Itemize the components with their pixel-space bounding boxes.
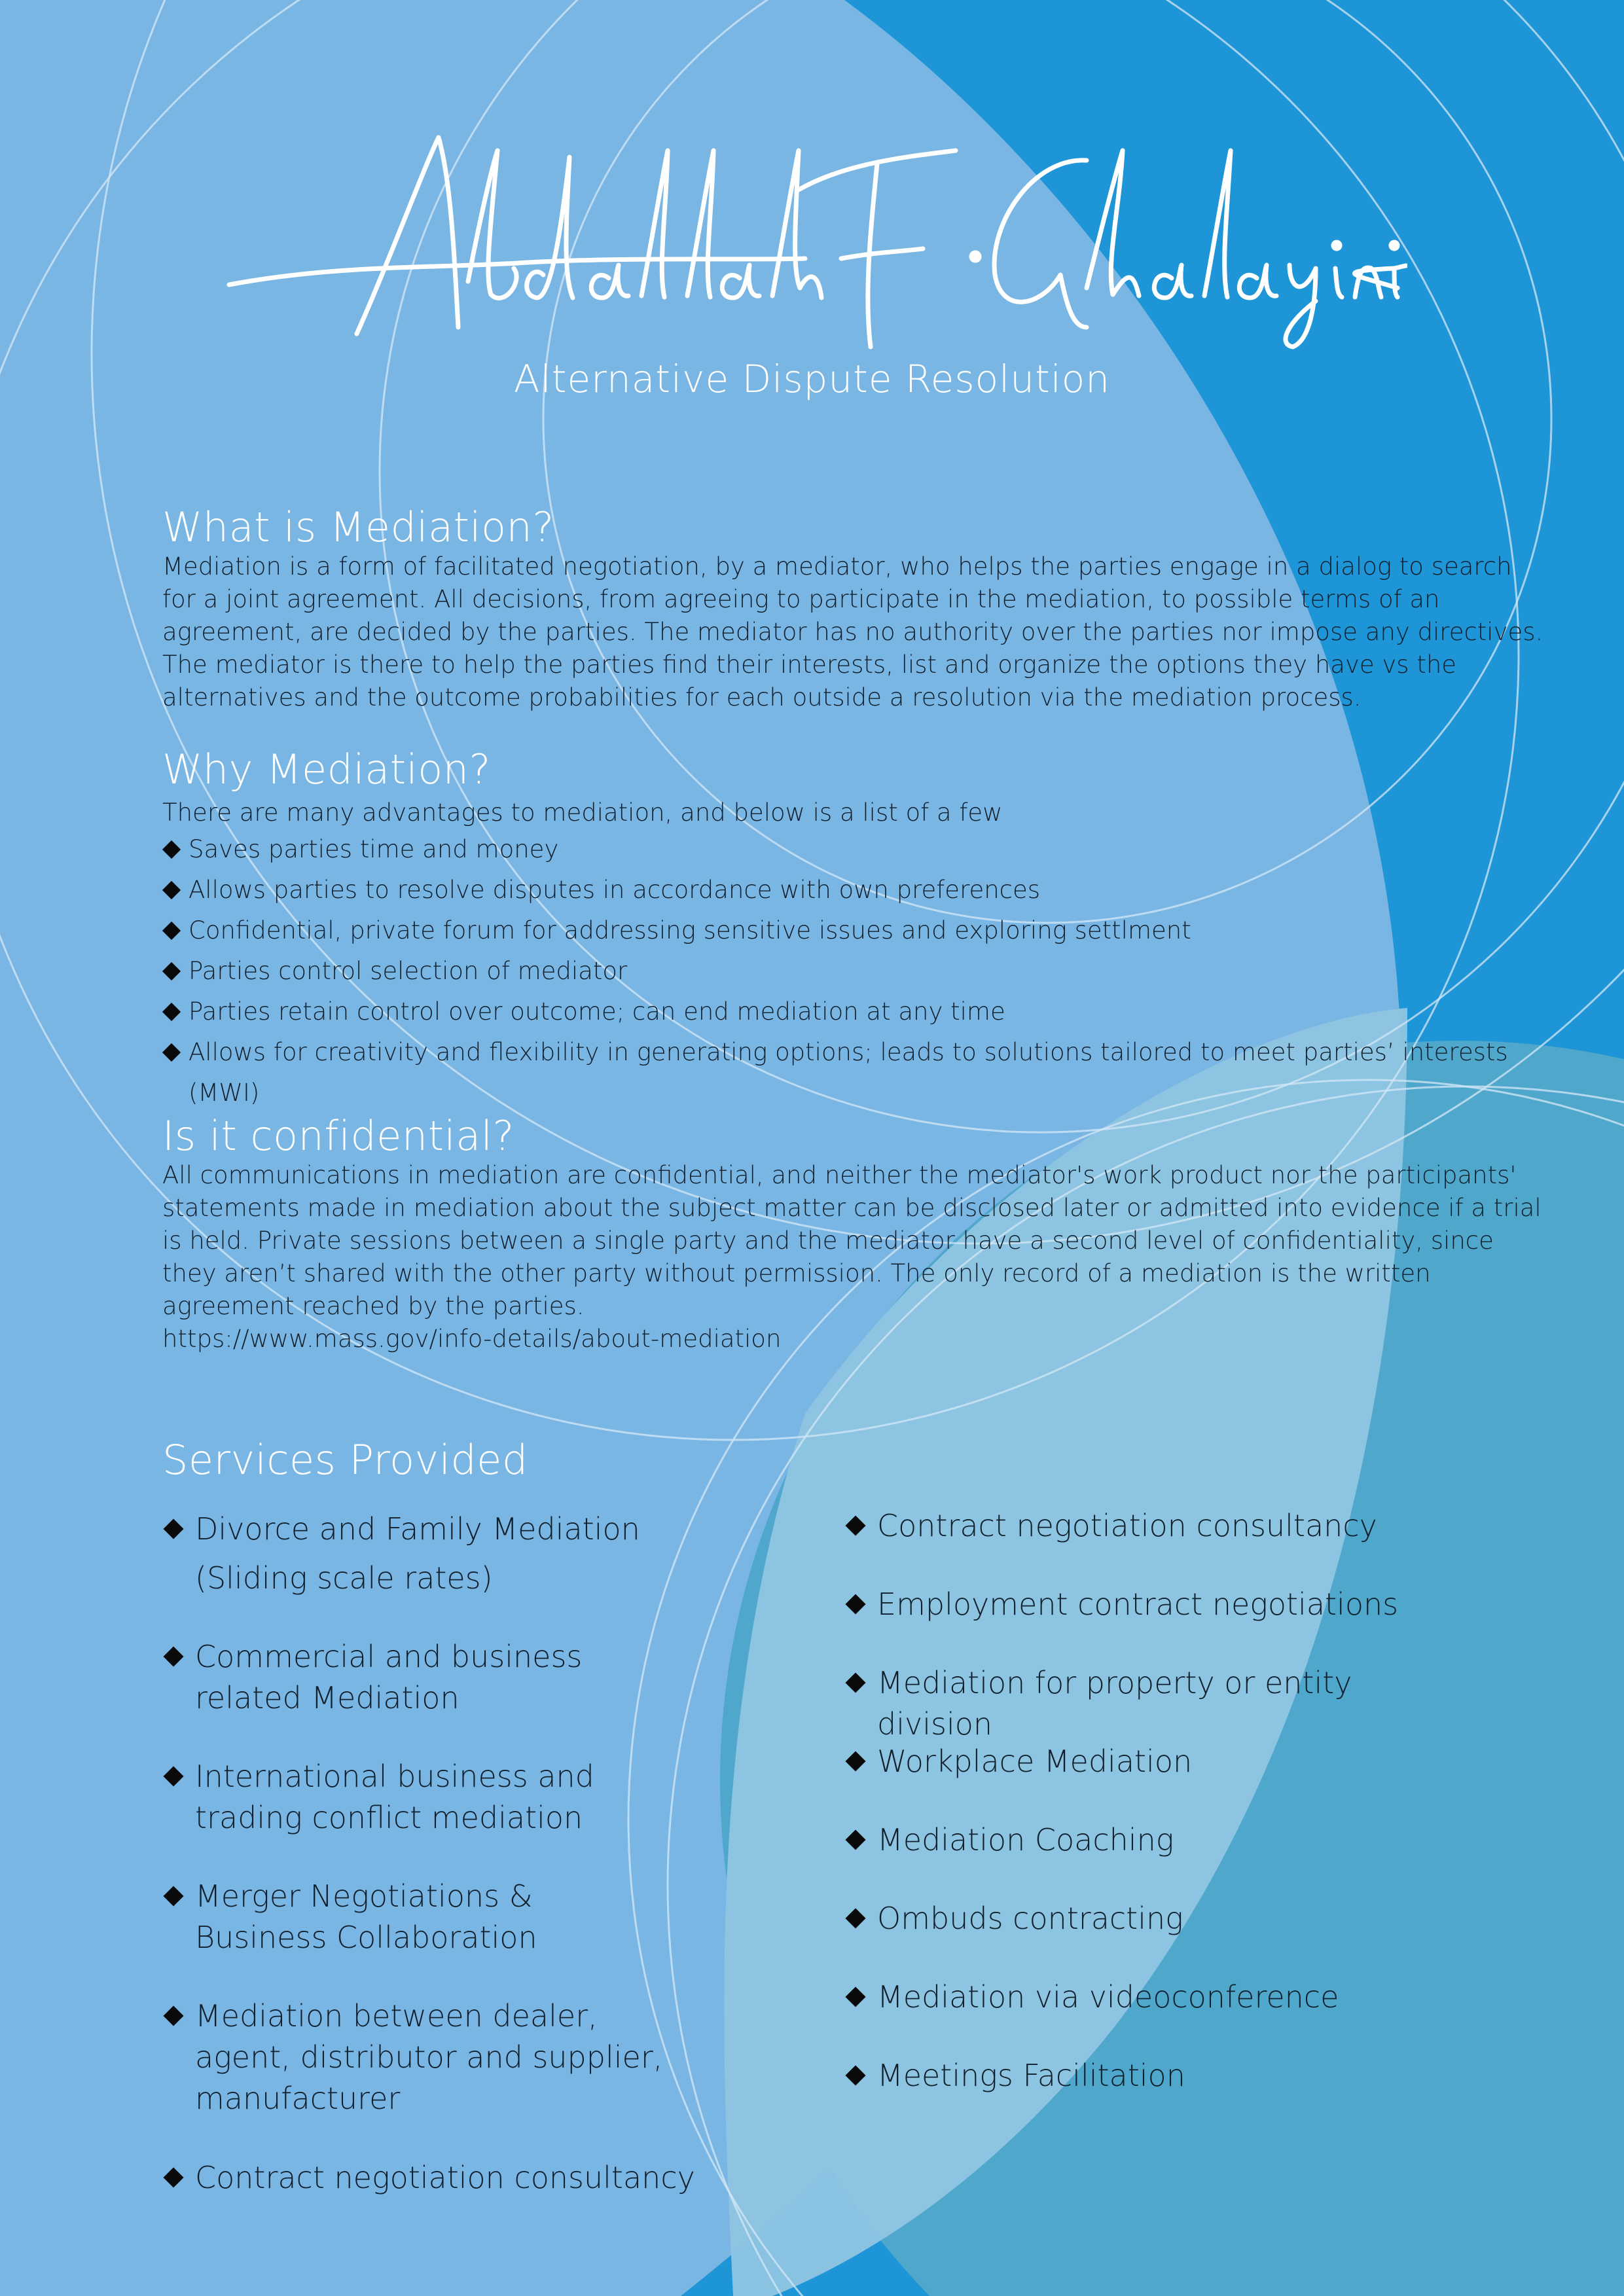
service-item: Employment contract negotiations <box>844 1584 1466 1625</box>
heading-what-is-mediation: What is Mediation? <box>162 503 554 551</box>
section-confidential <box>162 1113 1550 1355</box>
diamond-bullet-icon <box>162 1043 181 1062</box>
service-item: Mediation Coaching <box>844 1820 1466 1861</box>
list-item: Parties retain control over outcome; can end mediation at any time <box>162 992 1550 1032</box>
heading-confidential: Is it confidential? <box>162 1112 514 1160</box>
list-item: Saves parties time and money <box>162 829 1550 870</box>
service-item: Workplace Mediation <box>844 1741 1466 1782</box>
service-item: Commercial and business related Mediation <box>162 1636 784 1719</box>
service-item: Contract negotiation consultancy <box>162 2157 784 2198</box>
diamond-bullet-icon <box>163 2167 183 2187</box>
service-item: International business and trading conflict mediation <box>162 1756 784 1839</box>
heading-why-mediation: Why Mediation? <box>162 745 491 793</box>
list-item: Allows parties to resolve disputes in accordance with own preferences <box>162 870 1550 910</box>
diamond-bullet-icon <box>163 1518 183 1539</box>
section-why-mediation <box>162 746 1550 1113</box>
diamond-bullet-icon <box>845 1829 865 1850</box>
signature-logo <box>216 111 1407 360</box>
diamond-bullet-icon <box>162 881 181 899</box>
section-services <box>162 1437 1550 1483</box>
diamond-bullet-icon <box>163 2005 183 2026</box>
heading-services: Services Provided <box>162 1436 528 1484</box>
diamond-bullet-icon <box>163 1766 183 1786</box>
diamond-bullet-icon <box>162 840 181 859</box>
service-item: Ombuds contracting <box>844 1898 1466 1939</box>
source-link[interactable]: https://www.mass.gov/info-details/about-mediation <box>162 1325 782 1354</box>
section-what-is-mediation <box>162 504 1550 714</box>
paragraph-confidential: All communications in mediation are confidential, and neither the mediator's work product nor the participants' statements made in mediation about the subject matter can be disclosed later or admitted into evidence if a trial is held. Private sessions between a single party and the mediator have a second level of confidentiality, since they aren’t shared with the other party without permission. The only record of a mediation is the written agreement reached by the parties. <box>162 1161 1542 1321</box>
service-item: Divorce and Family Mediation (Sliding scale rates) <box>162 1509 784 1599</box>
paragraph-why-intro: There are many advantages to mediation, and below is a list of a few <box>162 798 1003 827</box>
diamond-bullet-icon <box>162 922 181 940</box>
diamond-bullet-icon <box>163 1646 183 1666</box>
service-item: Mediation for property or entity division <box>844 1662 1466 1745</box>
service-item: Meetings Facilitation <box>844 2055 1466 2096</box>
diamond-bullet-icon <box>162 962 181 980</box>
diamond-bullet-icon <box>845 1594 865 1614</box>
diamond-bullet-icon <box>845 1986 865 2007</box>
service-item: Contract negotiation consultancy <box>844 1505 1466 1547</box>
diamond-bullet-icon <box>845 1751 865 1771</box>
paragraph-what-is-mediation: Mediation is a form of facilitated negotiation, by a mediator, who helps the parties engage in a dialog to search for a joint agreement. All decisions, from agreeing to participate in the mediation, to possible terms of an agreement, are decided by the parties. The mediator has no authority over the parties nor impose any directives. The mediator is there to help the parties find their interests, list and organize the options they have vs the alternatives and the outcome probabilities for each outside a resolution via the mediation process. <box>162 552 1543 712</box>
diamond-bullet-icon <box>845 1515 865 1535</box>
list-item: Parties control selection of mediator <box>162 951 1550 992</box>
list-item: Confidential, private forum for addressing sensitive issues and exploring settlment <box>162 910 1550 951</box>
service-item: Mediation between dealer, agent, distributor and supplier, manufacturer <box>162 1996 784 2119</box>
advantages-list <box>162 829 1550 1113</box>
service-item: Merger Negotiations & Business Collaboration <box>162 1876 784 1958</box>
diamond-bullet-icon <box>162 1003 181 1021</box>
subtitle: Alternative Dispute Resolution <box>513 357 1111 401</box>
diamond-bullet-icon <box>163 1886 183 1906</box>
diamond-bullet-icon <box>845 1672 865 1693</box>
diamond-bullet-icon <box>845 2065 865 2085</box>
diamond-bullet-icon <box>845 1908 865 1928</box>
service-item: Mediation via videoconference <box>844 1977 1466 2018</box>
list-item: Allows for creativity and flexibility in generating options; leads to solutions tailored to meet parties’ interests (MWI) <box>162 1032 1550 1113</box>
